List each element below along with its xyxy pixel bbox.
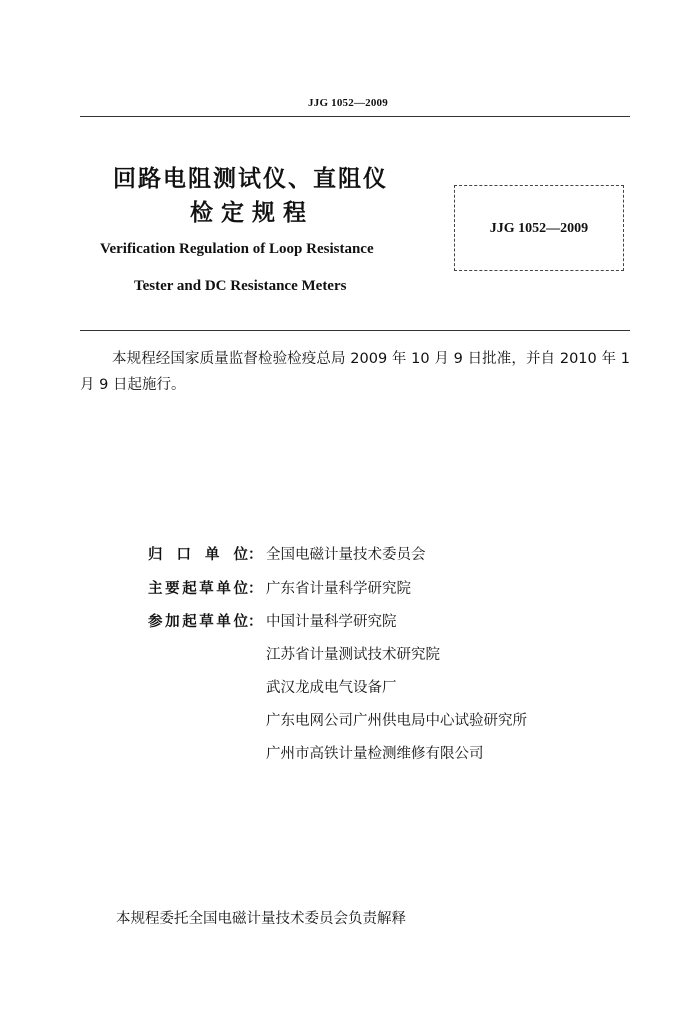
main-drafter-row: 主要起草单位： 广东省计量科学研究院 <box>148 577 411 598</box>
participants-row: 参加起草单位： 中国计量科学研究院 <box>148 610 397 631</box>
participant-item: 广州市高铁计量检测维修有限公司 <box>266 746 484 762</box>
participant-item: 武汉龙成电气设备厂 <box>266 680 397 696</box>
title-english-line-1: Verification Regulation of Loop Resistance <box>100 241 374 257</box>
title-chinese-line-2: 检定规程 <box>190 200 314 226</box>
main-drafter-label: 主要起草单位 <box>148 581 248 597</box>
responsible-org-row: 归口单位： 全国电磁计量技术委员会 <box>148 543 426 564</box>
header-divider <box>80 116 630 117</box>
title-chinese-line-1: 回路电阻测试仪、直阻仪 <box>113 166 388 192</box>
approval-statement: 本规程经国家质量监督检验检疫总局 2009 年 10 月 9 日批准，并自 2010 年 1 月 9 日起施行。 <box>80 351 630 393</box>
standard-code-box-text: JJG 1052—2009 <box>489 221 589 236</box>
participants-label: 参加起草单位 <box>148 614 248 630</box>
main-drafter-value: 广东省计量科学研究院 <box>266 581 411 597</box>
title-english-line-2: Tester and DC Resistance Meters <box>134 278 347 294</box>
title-divider <box>80 330 630 331</box>
participant-item: 中国计量科学研究院 <box>266 614 397 630</box>
participant-item: 江苏省计量测试技术研究院 <box>266 647 440 663</box>
participant-item: 广东电网公司广州供电局中心试验研究所 <box>266 713 527 729</box>
responsible-org-label: 归口单位 <box>148 547 248 563</box>
header-standard-code: JJG 1052—2009 <box>308 97 388 109</box>
interpretation-note: 本规程委托全国电磁计量技术委员会负责解释 <box>116 911 406 927</box>
responsible-org-value: 全国电磁计量技术委员会 <box>266 547 426 563</box>
